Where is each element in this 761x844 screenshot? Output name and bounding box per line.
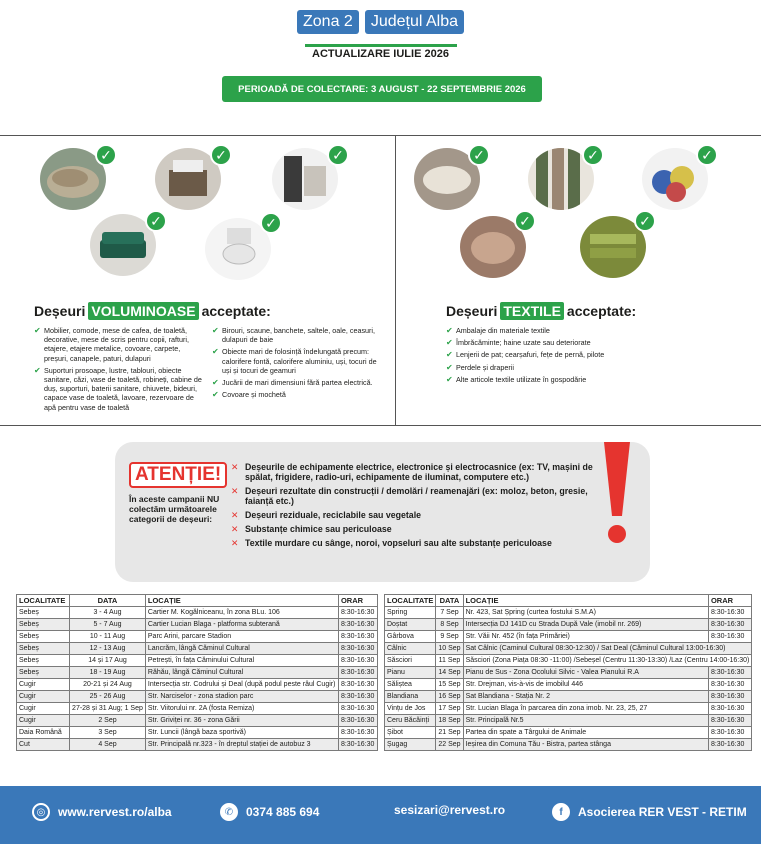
- table-cell: 20-21 și 24 Aug: [70, 679, 146, 691]
- table-cell: Sebeș: [17, 619, 70, 631]
- bulky-list-1: [34, 326, 204, 415]
- bulky-title: Deșeuri VOLUMINOASE acceptate:: [34, 303, 271, 319]
- textile-tag: TEXTILE: [500, 302, 564, 320]
- table-cell: 8:30-16:30: [338, 619, 377, 631]
- check-icon: ✓: [327, 144, 349, 166]
- table-cell: 8:30-16:30: [708, 631, 751, 643]
- table-cell: 8:30-16:30: [338, 643, 377, 655]
- column-header: DATA: [436, 595, 463, 607]
- table-cell: 2 Sep: [70, 715, 146, 727]
- table-cell: 8:30-16:30: [338, 631, 377, 643]
- check-icon: ✓: [468, 144, 490, 166]
- textile-title: Deșeuri TEXTILE acceptate:: [446, 303, 637, 319]
- list-item: ✔ Îmbrăcăminte; haine uzate sau deteriorate: [446, 338, 726, 347]
- table-cell: Săliștea: [385, 679, 436, 691]
- table-cell: Intersecția DJ 141D cu Strada După Vale (imobil nr. 269): [463, 619, 708, 631]
- list-item: ✕ Deșeuri reziduale, reciclabile sau vegetale: [231, 510, 611, 520]
- exclamation-icon: [600, 438, 634, 548]
- table-cell: Str. Luncii (lângă baza sportivă): [145, 727, 338, 739]
- check-icon: ✓: [95, 144, 117, 166]
- list-item: ✕ Substanțe chimice sau periculoase: [231, 524, 611, 534]
- table-cell: Câlnic: [385, 643, 436, 655]
- table-cell: Sebeș: [17, 667, 70, 679]
- table-cell: Cugir: [17, 703, 70, 715]
- attention-box: [115, 442, 650, 582]
- column-header: LOCALITATE: [385, 595, 436, 607]
- table-cell: Sebeș: [17, 643, 70, 655]
- table-cell: Parc Arini, parcare Stadion: [145, 631, 338, 643]
- table-cell: Gârbova: [385, 631, 436, 643]
- table-cell: Răhău, lângă Căminul Cultural: [145, 667, 338, 679]
- table-cell: 8:30-16:30: [338, 679, 377, 691]
- table-row: [385, 691, 752, 703]
- bulky-tag: VOLUMINOASE: [88, 302, 198, 320]
- table-cell: 8:30-16:30: [338, 667, 377, 679]
- list-item: ✔ Suporturi prosoape, lustre, tablouri, obiecte sanitare, căzi, vase de toaletă, robineți, cabine de duș, suporturi, baterii sanitare, chiuvete, bideuri, capace vase de toaletă, lavoare, rezervoare de apă pentru vase de toaletă: [34, 366, 204, 412]
- footer-facebook[interactable]: f Asocierea RER VEST - RETIM: [552, 803, 747, 821]
- attention-subtitle: În aceste campanii NU colectăm următoarele categorii de deșeuri:: [129, 494, 220, 524]
- table-cell: Nr. 423, Sat Șpring (curtea fostului S.M.A): [463, 607, 708, 619]
- table-cell: 25 - 26 Aug: [70, 691, 146, 703]
- table-cell: 8:30-16:30: [708, 715, 751, 727]
- table-row: [385, 703, 752, 715]
- column-header: LOCAȚIE: [463, 595, 708, 607]
- table-header: [17, 595, 378, 607]
- table-row: [17, 727, 378, 739]
- table-cell: 8:30-16:30: [338, 691, 377, 703]
- table-row: [17, 667, 378, 679]
- table-row: [17, 715, 378, 727]
- check-icon: ✓: [696, 144, 718, 166]
- table-cell: Sebeș: [17, 631, 70, 643]
- table-cell: Str. Griviței nr. 36 - zona Gării: [145, 715, 338, 727]
- phone-icon: ✆: [220, 803, 238, 821]
- list-item: ✔ Lenjerii de pat; cearșafuri, fețe de pernă, pilote: [446, 350, 726, 359]
- table-cell: Pianu de Sus - Zona Ocolului Silvic - Valea Pianului R.A: [463, 667, 708, 679]
- table-cell: Sat Câlnic (Caminul Cultural 08:30-12:30) / Sat Deal (Căminul Cultural 13:00-16:30): [463, 643, 752, 655]
- check-icon: ✓: [582, 144, 604, 166]
- table-cell: 22 Sep: [436, 739, 463, 751]
- list-item: ✔ Jucării de mari dimensiuni fără partea electrică.: [212, 378, 384, 387]
- table-cell: 8:30-16:30: [708, 727, 751, 739]
- table-cell: 7 Sep: [436, 607, 463, 619]
- bulky-list-2: [212, 326, 384, 402]
- table-cell: 10 Sep: [436, 643, 463, 655]
- table-cell: Str. Viitorului nr. 2A (fosta Remiza): [145, 703, 338, 715]
- table-row: [17, 619, 378, 631]
- zone-label: Zona 2: [297, 10, 359, 34]
- table-cell: Ceru Băcăinți: [385, 715, 436, 727]
- check-icon: ✓: [260, 212, 282, 234]
- table-cell: Cartier M. Kogălniceanu, în zona BLu. 106: [145, 607, 338, 619]
- table-cell: Str. Lucian Blaga în parcarea din zona imob. Nr. 23, 25, 27: [463, 703, 708, 715]
- table-row: [385, 739, 752, 751]
- table-cell: 27-28 și 31 Aug; 1 Sep: [70, 703, 146, 715]
- table-row: [385, 715, 752, 727]
- table-cell: Lancrăm, lângă Căminul Cultural: [145, 643, 338, 655]
- table-row: [17, 691, 378, 703]
- table-cell: 8:30-16:30: [338, 715, 377, 727]
- table-row: [17, 631, 378, 643]
- table-row: [385, 679, 752, 691]
- table-row: [17, 679, 378, 691]
- table-cell: Sat Blandiana - Stația Nr. 2: [463, 691, 708, 703]
- table-cell: Doștat: [385, 619, 436, 631]
- table-cell: Daia Română: [17, 727, 70, 739]
- footer-website[interactable]: ◎ www.rervest.ro/alba: [32, 803, 172, 821]
- table-cell: Cugir: [17, 691, 70, 703]
- table-cell: Pianu: [385, 667, 436, 679]
- check-icon: ✓: [634, 210, 656, 232]
- table-cell: Sebeș: [17, 607, 70, 619]
- table-cell: Cugir: [17, 679, 70, 691]
- table-cell: Cartier Lucian Blaga - platforma subterană: [145, 619, 338, 631]
- table-cell: 8 Sep: [436, 619, 463, 631]
- table-cell: Sebeș: [17, 655, 70, 667]
- table-cell: 15 Sep: [436, 679, 463, 691]
- table-cell: Cut: [17, 739, 70, 751]
- table-cell: 18 Sep: [436, 715, 463, 727]
- table-cell: Str. Principală Nr.5: [463, 715, 708, 727]
- collection-period: PERIOADĂ DE COLECTARE: 3 AUGUST - 22 SEPTEMBRIE 2026: [222, 76, 542, 102]
- table-cell: Str. Văii Nr. 452 (în fața Primăriei): [463, 631, 708, 643]
- list-item: ✔ Obiecte mari de folosință îndelungată precum: calorifere fontă, calorifere aluminiu, uși, tocuri de uși și tocuri de geamuri: [212, 347, 384, 375]
- list-item: ✔ Alte articole textile utilizate în gospodărie: [446, 375, 726, 384]
- footer: [0, 786, 761, 844]
- list-item: ✔ Mobilier, comode, mese de cafea, de toaletă, decorative, mese de scris pentru copii, rafturi, etajere, etajere metalice, covoare, carpete, preșuri, canapele, paturi, dulapuri: [34, 326, 204, 363]
- table-cell: 8:30-16:30: [708, 679, 751, 691]
- schedule-table-right: [384, 594, 752, 751]
- table-cell: 8:30-16:30: [708, 667, 751, 679]
- table-row: [385, 667, 752, 679]
- table-cell: Intersecția str. Codrului și Deal (după podul peste râul Cugir): [145, 679, 338, 691]
- zone-row: [0, 10, 761, 34]
- attention-area: [0, 426, 761, 592]
- table-cell: 18 - 19 Aug: [70, 667, 146, 679]
- table-cell: 8:30-16:30: [708, 619, 751, 631]
- table-cell: Vințu de Jos: [385, 703, 436, 715]
- accepted-waste-sections: [0, 136, 761, 426]
- table-cell: 3 Sep: [70, 727, 146, 739]
- table-row: [17, 655, 378, 667]
- table-cell: 12 - 13 Aug: [70, 643, 146, 655]
- list-item: ✕ Deșeurile de echipamente electrice, electronice și electrocasnice (ex: TV, mașini de spălat, frigidere, radio-uri, echipamente de iluminat, computere etc.): [231, 462, 611, 482]
- table-cell: Petrești, în fața Căminului Cultural: [145, 655, 338, 667]
- table-row: [17, 739, 378, 751]
- table-cell: 8:30-16:30: [338, 703, 377, 715]
- table-cell: 14 și 17 Aug: [70, 655, 146, 667]
- table-row: [385, 619, 752, 631]
- table-row: [17, 703, 378, 715]
- table-cell: 21 Sep: [436, 727, 463, 739]
- list-item: ✕ Deșeuri rezultate din construcții / demolări / reamenajări (ex: moloz, beton, gresie, faianță etc.): [231, 486, 611, 506]
- table-row: [385, 643, 752, 655]
- attention-title: ATENȚIE!: [129, 462, 227, 488]
- list-item: ✔ Covoare și mochetă: [212, 390, 384, 399]
- table-cell: 4 Sep: [70, 739, 146, 751]
- table-cell: Str. Principală nr.323 - în dreptul stației de autobuz 3: [145, 739, 338, 751]
- table-cell: Săsciori: [385, 655, 436, 667]
- check-icon: ✓: [210, 144, 232, 166]
- table-cell: Ieșirea din Comuna Tău - Bistra, partea stânga: [463, 739, 708, 751]
- column-header: LOCAȚIE: [145, 595, 338, 607]
- table-cell: 8:30-16:30: [338, 607, 377, 619]
- check-icon: ✓: [145, 210, 167, 232]
- table-cell: Șibot: [385, 727, 436, 739]
- table-cell: 8:30-16:30: [338, 727, 377, 739]
- table-cell: 3 - 4 Aug: [70, 607, 146, 619]
- table-cell: 9 Sep: [436, 631, 463, 643]
- county-label: Județul Alba: [365, 10, 464, 34]
- table-row: [17, 643, 378, 655]
- table-cell: 8:30-16:30: [708, 739, 751, 751]
- table-header: [385, 595, 752, 607]
- textile-list: [446, 326, 726, 387]
- table-cell: Spring: [385, 607, 436, 619]
- footer-phone[interactable]: ✆ 0374 885 694: [220, 803, 319, 821]
- column-header: ORAR: [708, 595, 751, 607]
- facebook-icon: f: [552, 803, 570, 821]
- table-cell: 17 Sep: [436, 703, 463, 715]
- table-cell: Șugag: [385, 739, 436, 751]
- table-cell: 10 - 11 Aug: [70, 631, 146, 643]
- check-icon: ✓: [514, 210, 536, 232]
- table-cell: 5 - 7 Aug: [70, 619, 146, 631]
- table-cell: 8:30-16:30: [708, 691, 751, 703]
- table-cell: Partea din spate a Târgului de Animale: [463, 727, 708, 739]
- column-header: DATA: [70, 595, 146, 607]
- excluded-waste-list: [231, 462, 611, 552]
- table-row: [385, 607, 752, 619]
- table-cell: 16 Sep: [436, 691, 463, 703]
- list-item: ✕ Textile murdare cu sânge, noroi, vopseluri sau alte substanțe periculoase: [231, 538, 611, 548]
- table-cell: Str. Narciselor - zona stadion parc: [145, 691, 338, 703]
- table-row: [385, 727, 752, 739]
- list-item: ✔ Perdele și draperii: [446, 363, 726, 372]
- schedule-table-left: [16, 594, 378, 751]
- column-header: ORAR: [338, 595, 377, 607]
- update-underline: [305, 44, 457, 47]
- table-row: [385, 655, 752, 667]
- globe-icon: ◎: [32, 803, 50, 821]
- table-cell: 8:30-16:30: [338, 739, 377, 751]
- table-cell: 8:30-16:30: [708, 607, 751, 619]
- table-cell: Cugir: [17, 715, 70, 727]
- table-cell: Str. Drejman, vis-à-vis de imobilul 446: [463, 679, 708, 691]
- update-label: ACTUALIZARE IULIE 2026: [312, 48, 449, 60]
- section-divider: [395, 136, 396, 426]
- table-cell: Blandiana: [385, 691, 436, 703]
- header: [0, 0, 761, 136]
- table-cell: 8:30-16:30: [708, 703, 751, 715]
- table-cell: 11 Sep: [436, 655, 463, 667]
- column-header: LOCALITATE: [17, 595, 70, 607]
- table-row: [385, 631, 752, 643]
- table-cell: 8:30-16:30: [338, 655, 377, 667]
- list-item: ✔ Birouri, scaune, banchete, saltele, oale, ceasuri, dulapuri de baie: [212, 326, 384, 344]
- table-row: [17, 607, 378, 619]
- list-item: ✔ Ambalaje din materiale textile: [446, 326, 726, 335]
- table-cell: Săsciori (Zona Piața 08:30 -11:00) /Sebeșel (Centru 11:30-13:30) /Laz (Centru 14:00-16:30): [463, 655, 752, 667]
- footer-email[interactable]: sesizari@rervest.ro: [394, 803, 506, 817]
- table-cell: 14 Sep: [436, 667, 463, 679]
